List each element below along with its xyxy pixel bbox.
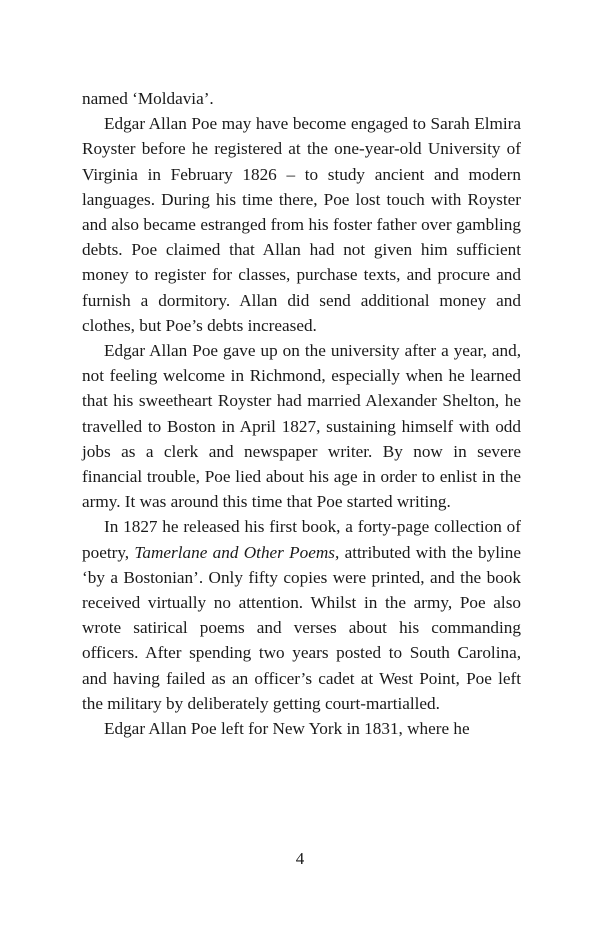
- book-title: Tamerlane and Other Poems: [134, 542, 335, 562]
- paragraph-text-segment: In 1827 he released his first book, a forty-page collection of poetry,: [82, 517, 521, 562]
- paragraph-university: Edgar Allan Poe may have become engaged to Sarah Elmira Royster before he registered at the one-year-old University of Virginia in February 1826 – to study ancient and modern languages. During his time there, Poe lost touch with Royster and also became estranged from his foster father over gambling debts. Poe claimed that Allan had not given him sufficient money to register for classes, purchase texts, and procure and furnish a dormitory. Allan did send additional money and clothes, but Poe’s debts increased.: [82, 114, 521, 335]
- paragraph-text-segment: , attributed with the byline ‘by a Bostonian’. Only fifty copies were printed, and the book received virtually no attention. Whilst in the army, Poe also wrote satirical poems and verses about his commanding officers. After spending two years posted to South Carolina, and having failed as an officer’s cadet at West Point, Poe left the military by deliberately getting court-martialled.: [82, 542, 521, 713]
- paragraph-boston: Edgar Allan Poe gave up on the university after a year, and, not feeling welcome in Richmond, especially when he learned that his sweetheart Royster had married Alexander Shelton, he travelled to Boston in April 1827, sustaining himself with odd jobs as a clerk and newspaper writer. By now in severe financial trouble, Poe lied about his age in order to enlist in the army. It was around this time that Poe started writing.: [82, 341, 521, 512]
- page-number: 4: [295, 849, 305, 868]
- paragraph-new-york: Edgar Allan Poe left for New York in 1831, where he: [104, 719, 470, 739]
- paragraph-first-book: [82, 514, 521, 716]
- page-body: [82, 86, 521, 741]
- paragraph-continued: named ‘Moldavia’.: [82, 89, 214, 108]
